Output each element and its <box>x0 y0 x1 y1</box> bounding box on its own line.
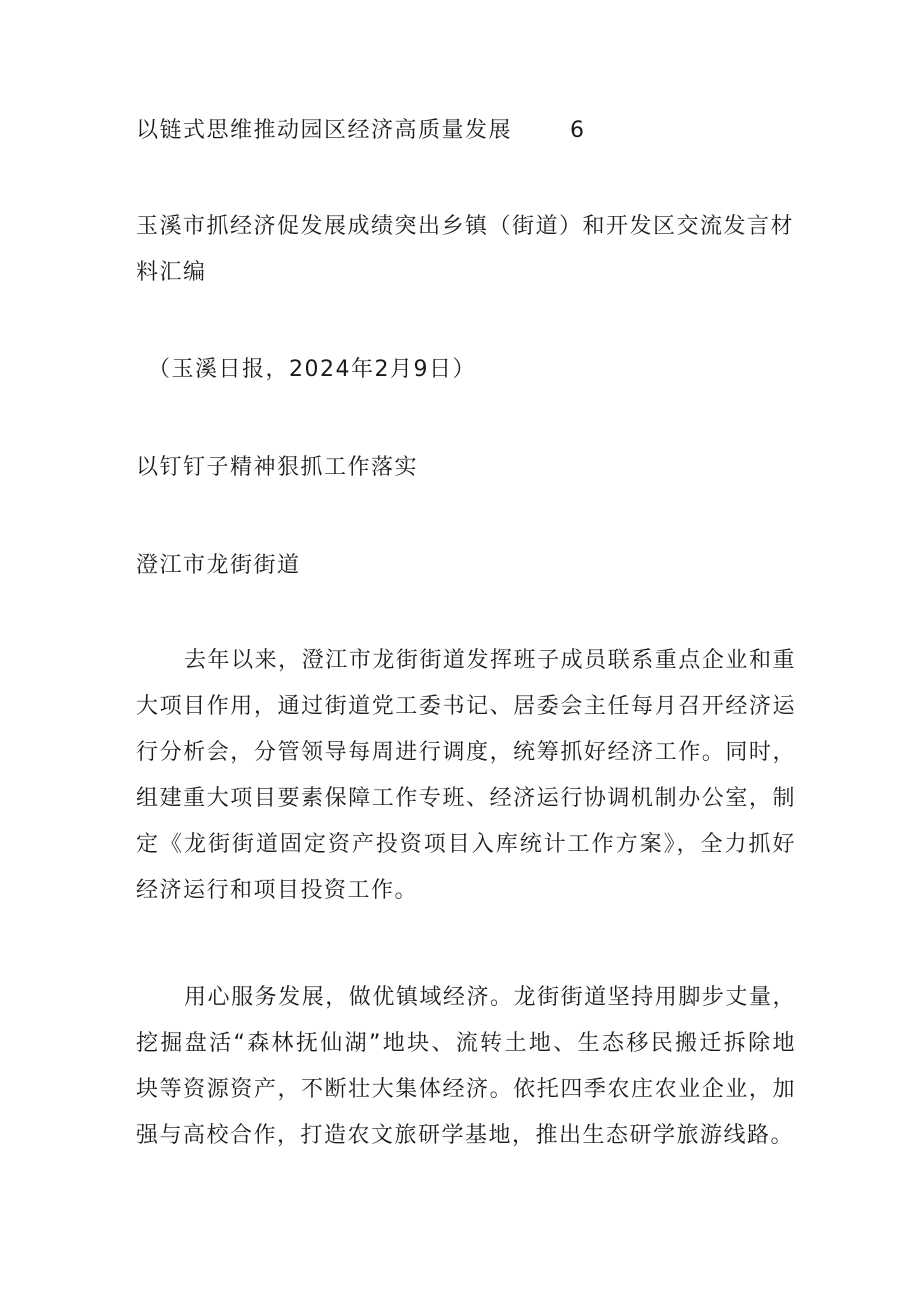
source-citation: （玉溪日报，2024年2月9日） <box>148 357 476 382</box>
toc-entry-page-number: 6 <box>570 118 586 143</box>
toc-entry <box>136 114 586 148</box>
body-paragraph-1: 去年以来，澄江市龙街街道发挥班子成员联系重点企业和重大项目作用，通过街道党工委书记、居委会主任每月召开经济运行分析会，分管领导每周进行调度，统筹抓好经济工作。同时，组建重大项目要素保障工作专班、经济运行协调机制办公室，制定《龙街街道固定资产投资项目入库统计工作方案》，全力抓好经济运行和项目投资工作。 <box>136 648 796 903</box>
article-heading: 以钉钉子精神狠抓工作落实 <box>136 455 419 480</box>
body-paragraph-2: 用心服务发展，做优镇域经济。龙街街道坚持用脚步丈量，挖掘盘活“森林抚仙湖”地块、流转土地、生态移民搬迁拆除地块等资源资产，不断壮大集体经济。依托四季农庄农业企业，加强与高校合作，打造农文旅研学基地，推出生态研学旅游线路。 <box>136 985 796 1148</box>
organization-name: 澄江市龙街街道 <box>136 553 301 578</box>
toc-entry-title: 以链式思维推动园区经济高质量发展 <box>136 118 513 143</box>
compilation-title: 玉溪市抓经济促发展成绩突出乡镇（街道）和开发区交流发言材料汇编 <box>136 214 795 285</box>
